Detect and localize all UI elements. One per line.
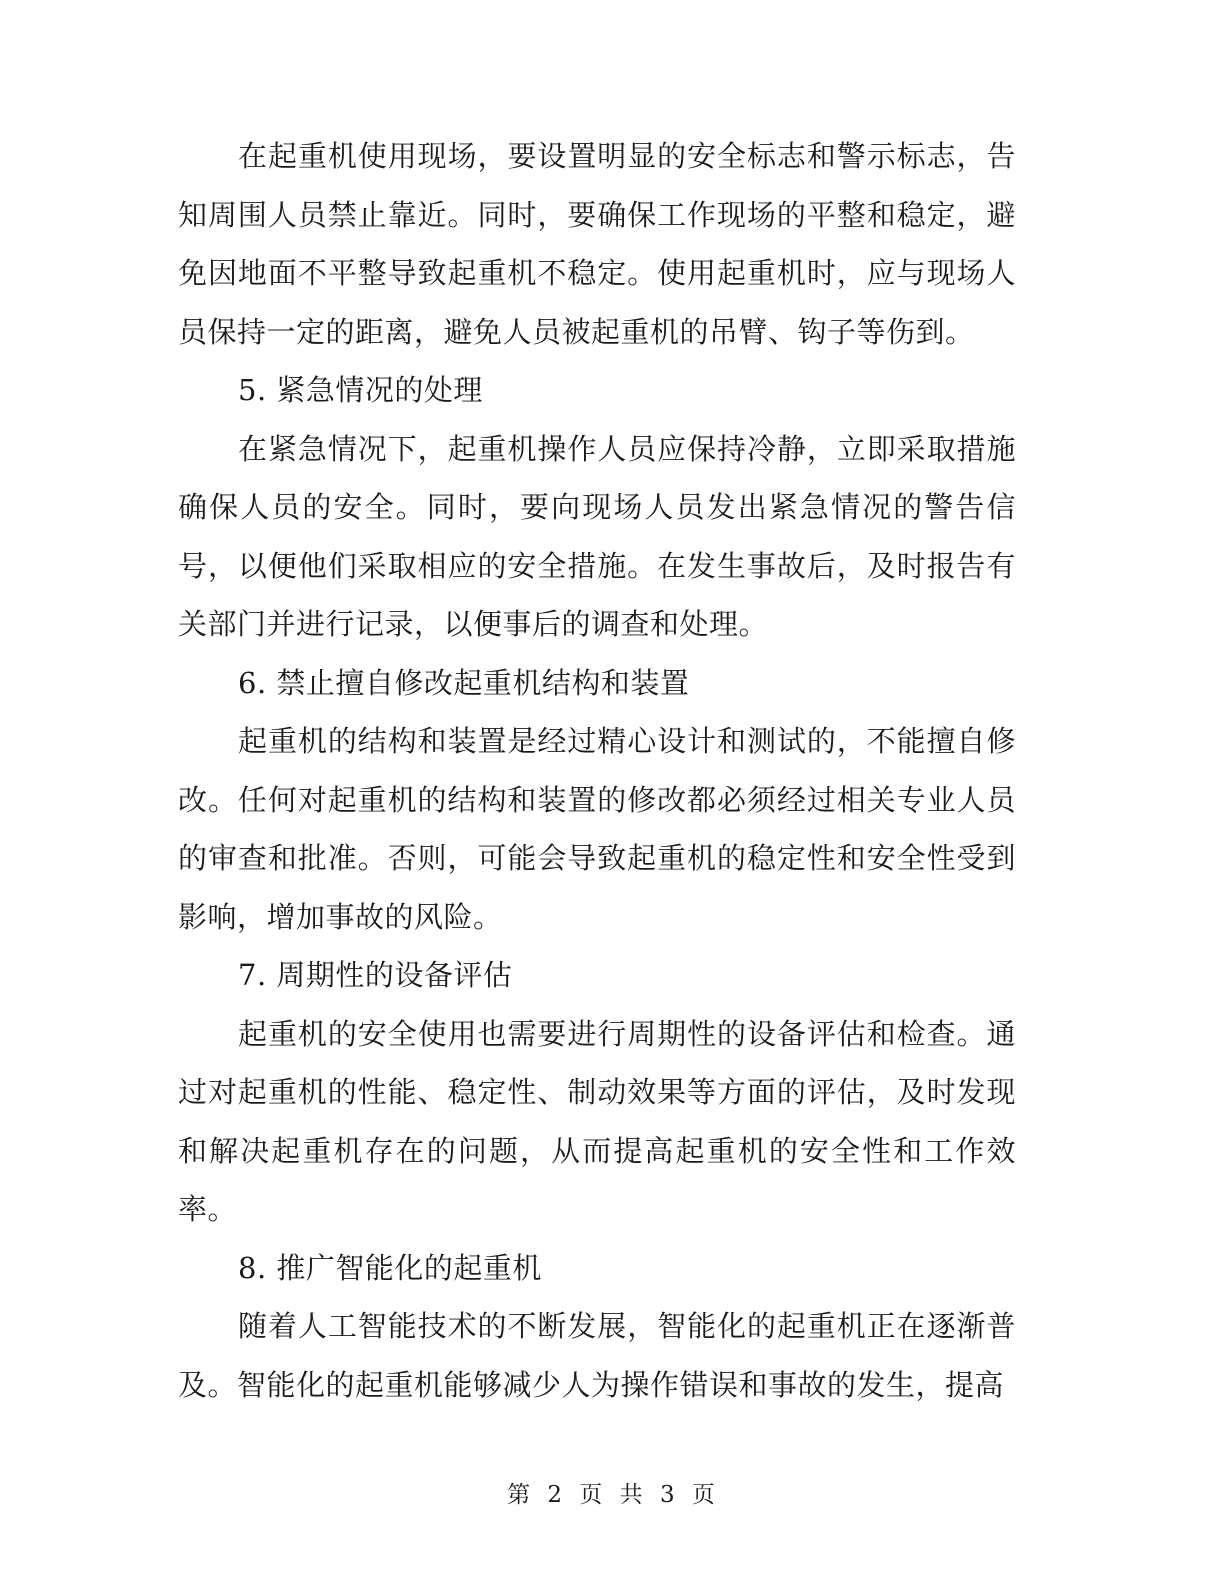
paragraph-smart-cranes: 随着人工智能技术的不断发展，智能化的起重机正在逐渐普及。智能化的起重机能够减少人为操作错误和事故的发生，提高 <box>178 1309 1016 1402</box>
paragraph-emergency: 在紧急情况下，起重机操作人员应保持冷静，立即采取措施确保人员的安全。同时，要向现场人员发出紧急情况的警告信号，以便他们采取相应的安全措施。在发生事故后，及时报告有关部门并进行记录，以便事后的调查和处理。 <box>178 431 1016 641</box>
paragraph-no-modification: 起重机的结构和装置是经过精心设计和测试的，不能擅自修改。任何对起重机的结构和装置的修改都必须经过相关专业人员的审查和批准。否则，可能会导致起重机的稳定性和安全性受到影响，增加事故的风险。 <box>178 724 1016 934</box>
page-footer: 第 2 页 共 3 页 <box>507 1482 717 1508</box>
section-heading-smart-cranes: 8. 推广智能化的起重机 <box>238 1250 542 1285</box>
section-heading-periodic-evaluation: 7. 周期性的设备评估 <box>238 958 513 992</box>
paragraph-periodic-evaluation: 起重机的安全使用也需要进行周期性的设备评估和检查。通过对起重机的性能、稳定性、制动效果等方面的评估，及时发现和解决起重机存在的问题，从而提高起重机的安全性和工作效率。 <box>178 1016 1016 1226</box>
section-heading-no-modification: 6. 禁止擅自修改起重机结构和装置 <box>238 665 690 700</box>
paragraph-site-safety: 在起重机使用现场，要设置明显的安全标志和警示标志，告知周围人员禁止靠近。同时，要确保工作现场的平整和稳定，避免因地面不平整导致起重机不稳定。使用起重机时，应与现场人员保持一定的距离，避免人员被起重机的吊臂、钩子等伤到。 <box>178 139 1016 349</box>
section-heading-emergency: 5. 紧急情况的处理 <box>238 373 483 407</box>
document-body <box>178 127 1016 1414</box>
